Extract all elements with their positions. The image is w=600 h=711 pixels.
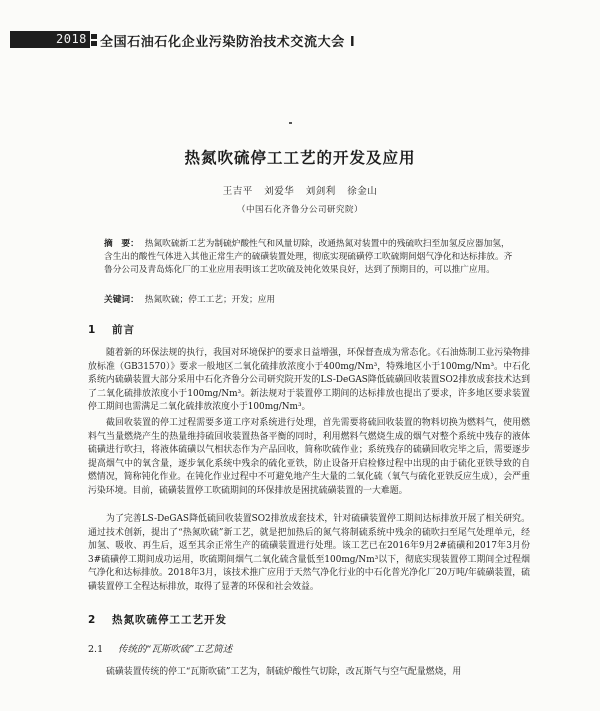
section-title: 前言 bbox=[112, 324, 135, 336]
affiliation: （中国石化齐鲁分公司研究院） bbox=[236, 205, 363, 215]
abstract-label: 摘 要： bbox=[104, 239, 139, 249]
body-paragraph: 为了完善LS-DeGAS降低硫回收装置SO2排放成套技术，针对硫磺装置停工期间达标排放开展了相关研究。通过技术创新，提出了“热氮吹硫”新工艺，就是把加热后的氮气将制硫系统中残余的硫吹扫至尾气处理单元，经加氢、吸收、再生后，返至其余正常生产的硫磺装置进行处理。该工艺已在2016年9月2#硫磺和2017年3月份3#硫磺停工期间成功运用，吹硫期间烟气二氧化硫含量低至100mg/Nm³以下，彻底实现装置停工期间全过程烟气净化和达标排放。2018年3月，该技术推广应用于天然气净化行业的中石化普光净化厂20万吨/年硫磺装置，硫磺装置停工全程达标排放，取得了显著的环保和社会效益。 bbox=[88, 514, 530, 592]
body-paragraph: 截回收装置的停工过程需要多道工序对系统进行处理，首先需要将硫回收装置的物料切换为燃料气，使用燃料气当量燃烧产生的热量维持硫回收装置热备平衡的同时，利用燃料气燃烧生成的烟气对整个系统中残存的液体硫磺进行吹扫，将液体硫磺以气相状态作为产品回收，简称吹硫作业；系统残存的硫磺回收完毕之后，需要逐步提高烟气中的氧含量，逐步氧化系统中残余的硫化亚铁，防止设备开启检修过程中出现的由于硫化亚铁导致的自燃情况，简称钝化作业。在钝化作业过程中不可避免地产生大量的二氧化硫（氧气与硫化亚铁反应生成），会严重污染环境。目前，硫磺装置停工吹硫期间的环保排放是困扰硫磺装置的一大难题。 bbox=[88, 418, 530, 496]
body-paragraph: 硫磺装置传统的停工“瓦斯吹硫”工艺为，制硫炉酸性气切除，改瓦斯气与空气配量燃烧，用 bbox=[106, 667, 462, 677]
abstract bbox=[104, 238, 518, 278]
header-marks bbox=[91, 34, 97, 46]
subsection-number: 2.1 bbox=[88, 644, 104, 655]
authors: 王吉平 刘爱华 刘剑利 徐金山 bbox=[222, 186, 378, 197]
section-number: 1 bbox=[88, 324, 97, 336]
section-number: 2 bbox=[88, 614, 97, 626]
conference-name: 全国石油石化企业污染防治技术交流大会 I bbox=[100, 35, 356, 50]
subsection-title: 传统的“瓦斯吹硫”工艺简述 bbox=[118, 644, 233, 655]
paper-title: 热氮吹硫停工工艺的开发及应用 bbox=[184, 149, 416, 167]
decorative-dot bbox=[289, 122, 292, 124]
keywords bbox=[104, 294, 518, 307]
abstract-text: 热氮吹硫新工艺为制硫炉酸性气和风量切除，改通热氮对装置中的残硫吹扫至加氢反应器加氢，含生出的酸性气体进入其他正常生产的硫磺装置处理，彻底实现硫磺停工吹硫期间烟气净化和达标排放。齐鲁分公司及青岛炼化厂的工业应用表明该工艺吹硫及钝化效果良好，达到了预期目的，可以推广应用。 bbox=[104, 239, 513, 276]
subsection-heading bbox=[88, 641, 232, 655]
section-heading-2 bbox=[88, 612, 227, 627]
body-paragraph: 随着新的环保法规的执行，我国对环境保护的要求日益增强，环保督查成为常态化。《石油炼制工业污染物排放标准（GB31570）》要求一般地区二氧化硫排放浓度小于400mg/Nm³，特殊地区小于100mg/Nm³。中石化系统内硫磺装置大部分采用中石化齐鲁分公司研究院开发的LS-DeGAS降低硫磺回收装置SO2排放成套技术达到了二氧化硫排放浓度小于100mg/Nm³。新法规对于装置停工期间的达标排放也提出了要求，许多地区要求装置停工期间也需满足二氧化硫排放浓度小于100mg/Nm³。 bbox=[88, 348, 530, 413]
keywords-text: 热氮吹硫；停工工艺；开发；应用 bbox=[144, 295, 276, 305]
header-year: 2018 bbox=[56, 32, 87, 46]
section-title: 热氮吹硫停工工艺开发 bbox=[112, 614, 227, 626]
keywords-label: 关键词： bbox=[104, 295, 139, 305]
section-heading-1 bbox=[88, 322, 135, 337]
